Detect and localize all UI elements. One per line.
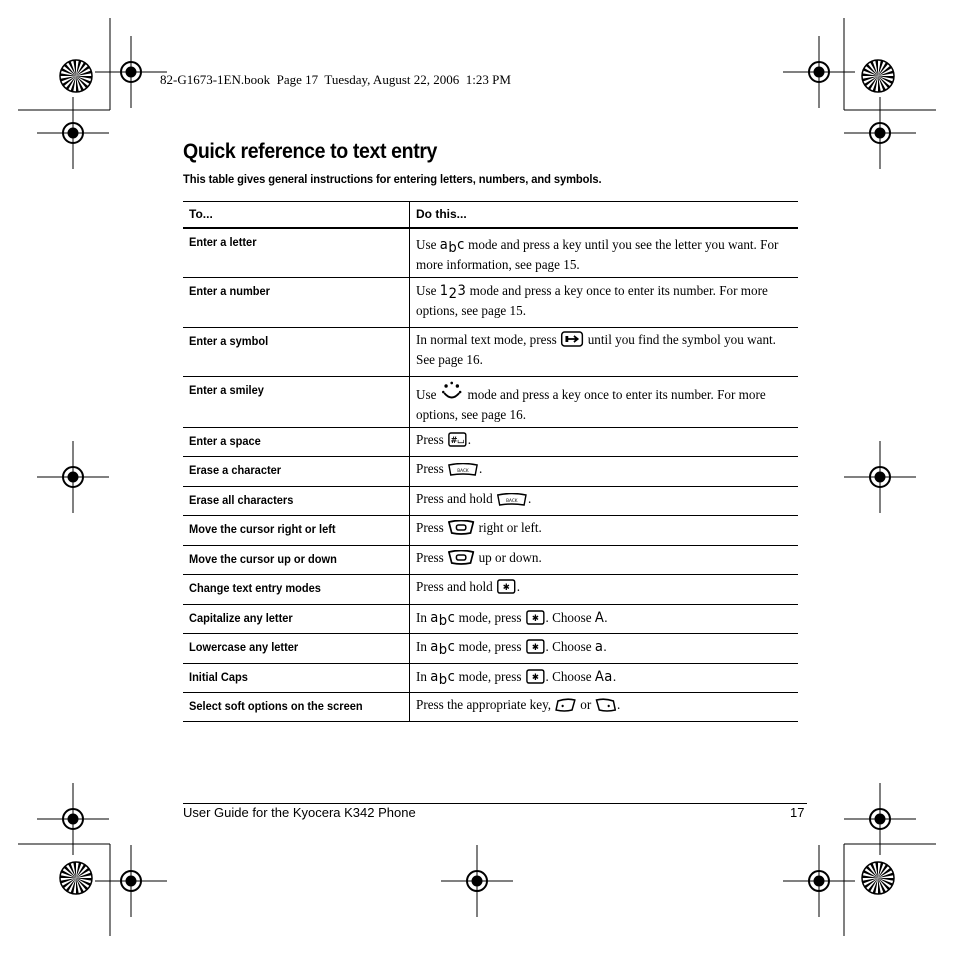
action-cell xyxy=(183,278,410,328)
instruction-cell xyxy=(410,546,799,575)
star-shift-key-icon xyxy=(526,639,545,654)
instruction-cell xyxy=(410,487,799,516)
svg-text:✱: ✱ xyxy=(502,582,510,594)
action-label: Initial Caps xyxy=(189,670,248,684)
registration-mark xyxy=(844,97,916,169)
left-softkey-icon xyxy=(555,698,576,712)
instruction-text: Use xyxy=(416,388,437,403)
instruction-text: Press and hold xyxy=(416,492,493,507)
action-cell xyxy=(183,228,410,278)
right-softkey-icon xyxy=(595,698,616,712)
header-do-this: Do this... xyxy=(410,202,799,228)
action-cell xyxy=(183,516,410,546)
action-label: Select soft options on the screen xyxy=(189,699,363,713)
table-row xyxy=(183,605,798,634)
table-row xyxy=(183,634,798,664)
action-cell xyxy=(183,428,410,457)
pound-space-key-icon xyxy=(448,432,467,447)
registration-mark xyxy=(37,97,109,169)
action-label: Enter a smiley xyxy=(189,383,264,397)
instruction-text: mode, press xyxy=(458,611,522,626)
instruction-cell xyxy=(410,634,799,664)
navigation-key-icon xyxy=(448,520,474,535)
instruction-text: Press xyxy=(416,551,444,566)
action-cell xyxy=(183,328,410,377)
action-cell xyxy=(183,377,410,428)
table-row xyxy=(183,546,798,575)
star-shift-key-icon xyxy=(526,610,545,625)
instruction-text: mode and press a key until you see the letter you want. For more information, see page 15. xyxy=(416,237,779,273)
table-row xyxy=(183,278,798,328)
back-key-icon xyxy=(448,463,478,476)
star-target-mark xyxy=(60,60,92,92)
action-label: Move the cursor right or left xyxy=(189,522,336,536)
action-cell xyxy=(183,575,410,605)
registration-mark xyxy=(95,36,167,108)
instruction-text: . xyxy=(528,492,532,507)
table-row xyxy=(183,328,798,377)
instruction-cell xyxy=(410,377,799,428)
action-label: Enter a letter xyxy=(189,234,257,249)
instruction-text: mode, press xyxy=(458,640,522,655)
table-row xyxy=(183,516,798,546)
instruction-text: In xyxy=(416,611,427,626)
action-cell xyxy=(183,457,410,487)
action-label: Enter a space xyxy=(189,434,261,448)
page-title: Quick reference to text entry xyxy=(183,140,438,163)
abc-mode-icon: abc xyxy=(439,236,465,256)
table-row xyxy=(183,664,798,693)
page-number: 17 xyxy=(790,805,805,820)
symbol-key-icon xyxy=(561,331,584,347)
table-row xyxy=(183,693,798,722)
table-row xyxy=(183,487,798,516)
instruction-text: Press xyxy=(416,462,444,477)
smiley-icon xyxy=(441,380,464,402)
instruction-text: mode and press a key once to enter its number. For more options, see page 15. xyxy=(416,284,768,319)
instruction-text: . Choose xyxy=(545,670,592,685)
star-target-mark xyxy=(60,862,92,894)
action-cell xyxy=(183,693,410,722)
svg-text:BACK: BACK xyxy=(457,468,469,475)
instruction-text: . xyxy=(604,611,608,626)
instruction-text: Press xyxy=(416,433,444,448)
svg-text:✱: ✱ xyxy=(531,672,539,684)
table-row xyxy=(183,377,798,428)
table-row xyxy=(183,428,798,457)
registration-mark xyxy=(37,441,109,513)
instruction-text: until you find the symbol you want. See page 16. xyxy=(416,333,776,368)
instruction-cell xyxy=(410,516,799,546)
action-label: Enter a symbol xyxy=(189,334,269,348)
navigation-key-icon xyxy=(448,550,474,565)
instruction-text: mode, press xyxy=(458,670,522,685)
svg-text:BACK: BACK xyxy=(506,498,518,505)
star-shift-key-icon xyxy=(526,669,545,684)
action-cell xyxy=(183,487,410,516)
instruction-text: . xyxy=(612,670,617,685)
table-row xyxy=(183,228,798,278)
action-cell xyxy=(183,546,410,575)
svg-text:✱: ✱ xyxy=(531,613,539,625)
instruction-text: Use xyxy=(416,237,437,253)
instruction-text: . Choose xyxy=(545,640,592,655)
instruction-text: . xyxy=(467,433,472,448)
abc-mode-icon: abc xyxy=(430,669,456,688)
instruction-text: In xyxy=(416,640,427,655)
star-shift-key-icon xyxy=(497,579,516,594)
svg-text:#⌴: #⌴ xyxy=(450,435,465,447)
number-mode-icon: 123 xyxy=(439,283,467,302)
table-row xyxy=(183,457,798,487)
instruction-cell xyxy=(410,228,799,278)
reference-table xyxy=(183,201,798,722)
table-header-row xyxy=(183,202,798,228)
footer-rule xyxy=(183,803,807,804)
instruction-text: Press and hold xyxy=(416,580,493,595)
instruction-text: . Choose xyxy=(545,611,592,626)
back-key-icon xyxy=(497,493,527,506)
instruction-text: In xyxy=(416,670,427,685)
instruction-text: Press xyxy=(416,521,444,536)
instruction-text: mode and press a key once to enter its number. For more options, see page 16. xyxy=(416,388,766,423)
action-label: Enter a number xyxy=(189,284,270,298)
action-label: Change text entry modes xyxy=(189,581,321,595)
intro-text: This table gives general instructions for entering letters, numbers, and symbols. xyxy=(183,172,602,186)
header-to: To... xyxy=(183,202,410,228)
instruction-cell xyxy=(410,428,799,457)
instruction-cell xyxy=(410,693,799,722)
instruction-text: up or down. xyxy=(478,551,542,566)
instruction-text: . xyxy=(617,698,621,713)
action-label: Capitalize any letter xyxy=(189,611,293,625)
abc-mode-icon: abc xyxy=(430,610,456,629)
abc-mode-icon: abc xyxy=(430,639,456,658)
instruction-cell xyxy=(410,278,799,328)
instruction-cell xyxy=(410,664,799,693)
action-label: Lowercase any letter xyxy=(189,640,299,654)
footer-title: User Guide for the Kyocera K342 Phone xyxy=(183,805,416,820)
action-label: Move the cursor up or down xyxy=(189,552,337,566)
lowercase-a-glyph: a xyxy=(594,639,604,655)
table-row xyxy=(183,575,798,605)
instruction-text: . xyxy=(516,580,521,595)
action-cell xyxy=(183,605,410,634)
instruction-text: Use xyxy=(416,284,437,299)
star-target-mark xyxy=(862,862,894,894)
slug-line: 82-G1673-1EN.book Page 17 Tuesday, August 22, 2006 1:23 PM xyxy=(160,72,511,87)
instruction-text: or xyxy=(580,698,592,713)
registration-mark xyxy=(844,441,916,513)
instruction-text: Press the appropriate key, xyxy=(416,698,552,713)
instruction-text: In normal text mode, press xyxy=(416,333,557,348)
action-cell xyxy=(183,634,410,664)
svg-text:✱: ✱ xyxy=(531,642,539,654)
instruction-cell xyxy=(410,457,799,487)
uppercase-a-glyph: A xyxy=(594,610,605,626)
instruction-text: . xyxy=(603,640,607,655)
registration-mark xyxy=(441,845,513,917)
instruction-cell xyxy=(410,328,799,377)
action-label: Erase a character xyxy=(189,463,282,477)
registration-mark xyxy=(95,845,167,917)
initial-caps-glyph: Aa xyxy=(594,669,613,685)
action-cell xyxy=(183,664,410,693)
instruction-text: right or left. xyxy=(478,521,542,536)
instruction-cell xyxy=(410,605,799,634)
star-target-mark xyxy=(862,60,894,92)
action-label: Erase all characters xyxy=(189,493,294,507)
instruction-cell xyxy=(410,575,799,605)
instruction-text: . xyxy=(479,462,483,477)
